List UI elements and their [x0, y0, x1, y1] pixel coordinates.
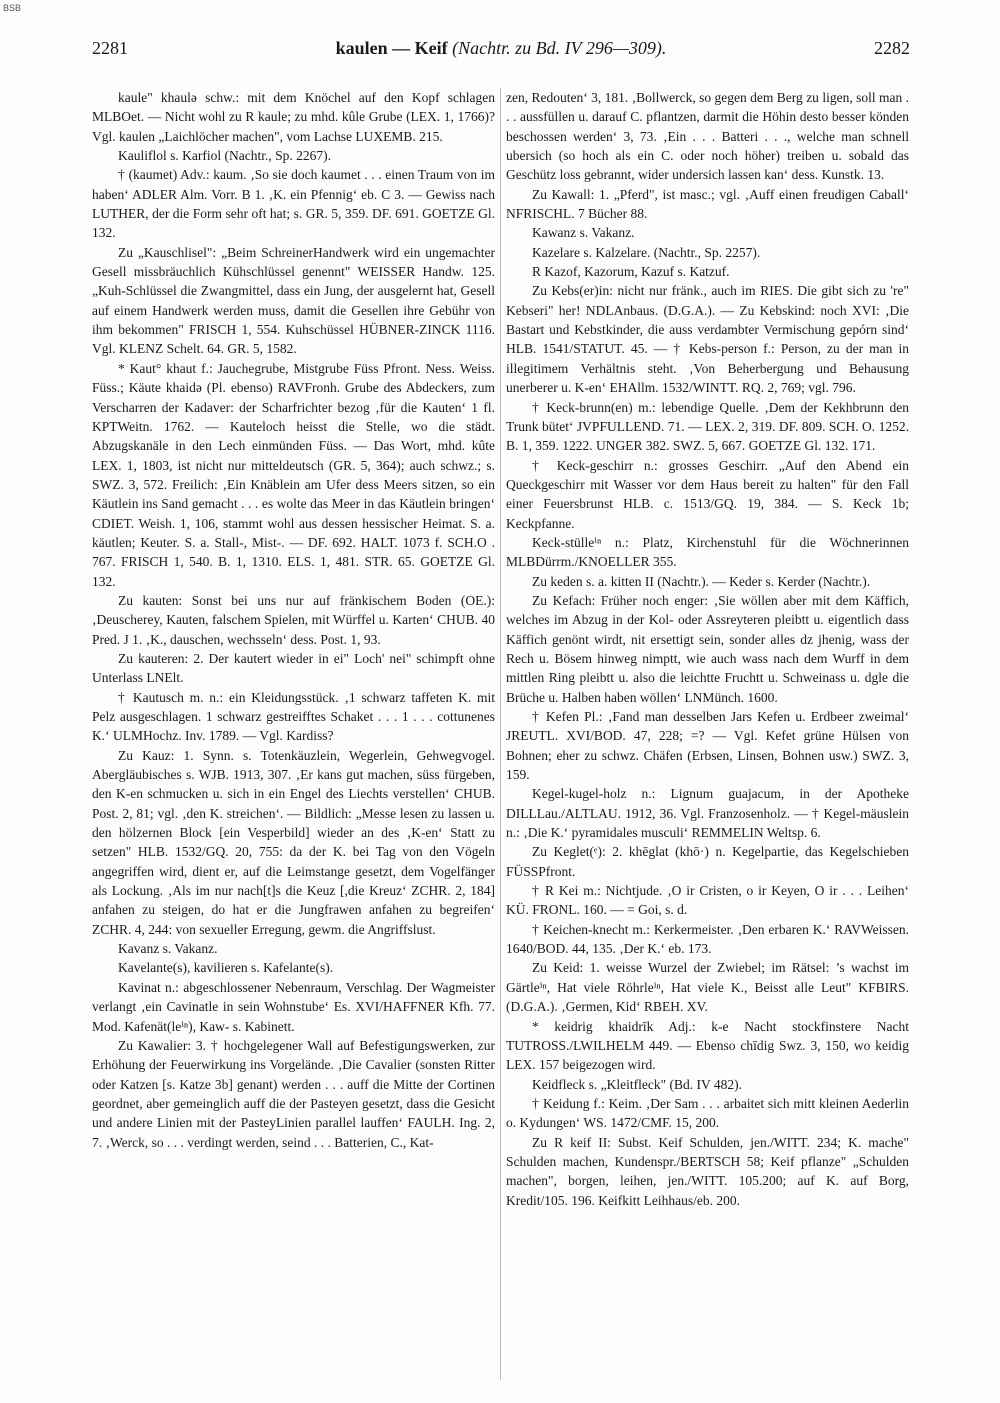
- dictionary-entry: † Keck-geschirr n.: grosses Geschirr. „Auf den Abend ein Queckgeschirr mit Wasser vor dem Haus bereit zu halten" für den Fall einer Feuersbrunst HLB. c. 1513/GQ. 19, 384. — S. Keck 1b; Keckpfanne.: [506, 457, 909, 531]
- dictionary-entry: Zu R keif II: Subst. Keif Schulden, jen./WITT. 234; K. mache" Schulden machen, Kundenspr./BERTSCH 58; Keif pflanze" „Schulden machen", borgen, leihen, jen./WITT. 105.200; auf K. auf Borg, Kredit/105. 196. Keifkitt Leihhaus/eb. 200.: [506, 1134, 909, 1208]
- dictionary-entry: Zu keden s. a. kitten II (Nachtr.). — Keder s. Kerder (Nachtr.).: [532, 573, 871, 589]
- dictionary-entry: zen, Redouten‘ 3, 181. ‚Bollwerck, so gegen dem Berg zu ligen, soll man . . . aussfüllen u. darauf C. pflantzen, darmit die Höhin desto besser könden beschossen werden‘ 3, 73. ‚Ein . . . Batteri . . ., welche man schnell ubersich (so hoch als ein C. oder noch höher) treiben u. sobald das Geschütz loss gebrannt, wider undersich lassen kan‘ dess. Kunstk. 13.: [506, 90, 909, 183]
- dictionary-entry: † R Kei m.: Nichtjude. ‚O ir Cristen, o ir Keyen, O ir . . . Leihen‘ KÜ. FRONL. 160. — = Goi, s. d.: [506, 883, 909, 918]
- dictionary-entry: kaule" khaulə schw.: mit dem Knöchel auf den Kopf schlagen MLBOet. — Nicht wohl zu R kaule; zu mhd. kûle Grube (LEX. 1, 1766)? Vgl. kaulen „Laichlöcher machen", vom Lachse LUXEMB. 215.: [92, 90, 495, 144]
- dictionary-entry: † Keidung f.: Keim. ‚Der Sam . . . arbaitet sich mitt kleinen Aederlin o. Kydungen‘ WS. 1472/CMF. 15, 200.: [506, 1095, 909, 1131]
- dictionary-entry: * keidrig khaidrīk Adj.: k-e Nacht stockfinstere Nacht TUTROSS./LWILHELM 449. — Ebenso chīdig Swz. 3, 150, wo keidig LEX. 157 beigezogen wird.: [506, 1018, 909, 1073]
- dictionary-entry: R Kazof, Kazorum, Kazuf s. Katzuf.: [532, 264, 730, 280]
- right-column: [506, 88, 909, 1388]
- dictionary-entry: Keck-stülleⁱⁿ n.: Platz, Kirchenstuhl für die Wöchnerinnen MLBDürrm./KNOELLER 355.: [506, 534, 909, 570]
- dictionary-entry: † Kautusch m. n.: ein Kleidungsstück. ‚1 schwarz taffeten K. mit Pelz ausgeschlagen. 1 schwarz gestreifftes Schaket . . . 1 . . . cottunenes K.‘ ULMHochz. Inv. 1789. — Vgl. Kardiss?: [92, 689, 495, 744]
- dictionary-entry: Kavanz s. Vakanz.: [118, 941, 218, 957]
- page-number-left: 2281: [92, 38, 128, 58]
- dictionary-entry: Zu Kebs(er)in: nicht nur fränk., auch im RIES. Die gibt sich zu 're" Kebseri" her! NDLAnbaus. (D.G.A.). — Zu Kebskind: noch XVI: ‚Die Bastart und Kebstkinder, die auss verdambter Vermischung gepórn sind‘ HLB. 1541/STATUT. 45. — † Kebs-person f.: Person, zu der man in illegitimem Verhältnis steht. ‚Von Beherbergung und Behausung unerberer u. K-en‘ EHAllm. 1532/WINTT. RQ. 2, 769; vgl. 796.: [506, 283, 909, 396]
- dictionary-entry: Zu Kawalier: 3. † hochgelegener Wall auf Befestigungswerken, zur Erhöhung der Feuerwirkung ins Vorgelände. ‚Die Cavalier (sonsten Ritter oder Katzen [s. Katze 3b] genant) werden . . . auff die Mitte der Cortinen geordnet, aber gemeinglich auff die der Pasteyen gesetzt, dass die Gesicht und andere Linien mit der PasteyLinien parallel lauffen‘ FAULH. Ing. 2, 7. ‚Werck, so . . . verdingt werden, seind . . . Batterien, C., Kat-: [92, 1037, 495, 1150]
- dictionary-entry: Zu Kawall: 1. „Pferd", ist masc.; vgl. ‚Auff einen freudigen Caball‘ NFRISCHL. 7 Bücher 88.: [506, 186, 909, 222]
- dictionary-entry: Kauliflol s. Karfiol (Nachtr., Sp. 2267).: [118, 148, 331, 164]
- page-header: [92, 38, 910, 68]
- dictionary-entry: Zu Keid: 1. weisse Wurzel der Zwiebel; im Rätsel: ’s wachst im Gärtleⁱⁿ, Hat viele Röhrleⁱⁿ, Hat viele K., Beisst alle Leut" KFBIRS. (D.G.A.). ‚Germen, Kid‘ RBEH. XV.: [506, 960, 909, 1015]
- dictionary-entry: Kavinat n.: abgeschlossener Nebenraum, Verschlag. Der Wagmeister verlangt ‚ein Cavinatle in sein Wohnstube‘ Es. XVI/HAFFNER Kfh. 77. Mod. Kafenät(leⁱⁿ), Kaw- s. Kabinett.: [92, 979, 495, 1034]
- dictionary-entry: † Keck-brunn(en) m.: lebendige Quelle. ‚Dem der Kekhbrunn den Trunk bütet‘ JVPFULLEND. 71. — LEX. 2, 319. DF. 809. SCH. O. 1252. B. 1, 359. 1222. UNGER 382. SWZ. 5, 667. GOETZE Gl. 132. 171.: [506, 399, 909, 454]
- running-title-headwords: kaulen — Keif: [335, 38, 448, 58]
- dictionary-entry: Kavelante(s), kavilieren s. Kafelante(s).: [118, 960, 334, 976]
- running-title-reference: (Nachtr. zu Bd. IV 296—309).: [452, 38, 667, 58]
- dictionary-entry: Keidfleck s. „Kleitfleck" (Bd. IV 482).: [532, 1076, 742, 1092]
- dictionary-entry: Kawanz s. Vakanz.: [532, 225, 635, 241]
- dictionary-entry: Zu kauten: Sonst bei uns nur auf fränkischem Boden (OE.): ‚Deuscherey, Kauten, falschem Spielen, mit Würffel u. Karten‘ CHUB. 40 Pred. J 1. ‚K., dauschen, wechsseln‘ dess. Post. 1, 93.: [92, 592, 495, 647]
- library-stamp: BSB: [3, 3, 22, 13]
- dictionary-entry: Zu Keglet(ᵉ): 2. khēglat (khō·) n. Kegelpartie, das Kegelschieben FÜSSPfront.: [506, 844, 909, 879]
- dictionary-entry: * Kaut° khaut f.: Jauchegrube, Mistgrube Füss Pfront. Ness. Weiss. Füss.; Käute khaidə (Pl. ebenso) RAVFronh. Grube des Abdeckers, zum Verscharren der Kadaver: der Scharfrichter bezog ‚für die Kauten‘ 1 fl. KPTWeitn. 1762. — Kauteloch heisst die Stelle, wo die städt. Abzugskanäle in den Lech einmünden Füss. — Das Wort, mhd. kûte LEX. 1, 1803, ist nicht nur mitteldeutsch (GR. 5, 364); auch schwz.; s. SWZ. 3, 572. Freilich: ‚Ein Knäblein am Ufer dess Meers sitzen, so ein Käutlein ins Sand gemacht . . . es wolte das Meer in das Käutlein bringen‘ CDIET. Weish. 1, 106, stammt wohl aus dessen hessischer Heimat. S. a. käutlen; Keuter. S. a. Stall-, Mist-. — DF. 692. HALT. 1073 f. SCH.O . 767. FRISCH 1, 540. B. 1, 1310. ELS. 1, 481. STR. 65. GOETZE Gl. 132.: [92, 360, 495, 589]
- left-column: [92, 88, 495, 1388]
- dictionary-entry: Zu Kefach: Früher noch enger: ‚Sie wöllen aber mit dem Käffich, welches im Abzug in der Kol- oder Assreyteren pleibtt u. eigentlich dass Käffich genönt wirdt, nit ersettigt sein, sonder alles dz jhenig, wass der Rech u. Bösem hinweg nimptt, wie auch wass nach dem Wurff in dem mittlen Ring pleibtt u. also die leichtte Fruchtt u. Schweinass u. dgle die Brüche u. Halben haben wöllen‘ LNMünch. 1600.: [506, 592, 909, 705]
- page-number-right: 2282: [874, 38, 910, 58]
- dictionary-entry: Zu „Kauschlisel": „Beim SchreinerHandwerk wird ein ungemachter Gesell missbräuchlich Kühschlüssel genennt" WEISSER Handw. 125. „Kuh-Schlüssel die Zwangmittel, dass ein Jung, der ausgelernt hat, Gesell auf einem Handwerk werden muss, damit die Gesellen ihre Gebühr von ihm bekommen" FRISCH 1, 554. Kuhschüssel HÜBNER-ZINCK 1116. Vgl. KLENZ Schelt. 64. GR. 5, 1582.: [92, 244, 495, 357]
- dictionary-entry: Kazelare s. Kalzelare. (Nachtr., Sp. 2257).: [532, 244, 761, 260]
- dictionary-entry: † Keichen-knecht m.: Kerkermeister. ‚Den erbaren K.‘ RAVWeissen. 1640/BOD. 44, 135. ‚Der K.‘ eb. 173.: [506, 921, 909, 957]
- dictionary-entry: † (kaumet) Adv.: kaum. ‚So sie doch kaumet . . . einen Traum von im haben‘ ADLER Alm. Vorr. B 1. ‚K. ein Pfennig‘ eb. C 3. — Gewiss nach LUTHER, der die Form sehr oft hat; s. GR. 5, 359. DF. 691. GOETZE Gl. 132.: [92, 167, 495, 241]
- dictionary-entry: † Kefen Pl.: ‚Fand man desselben Jars Kefen u. Erdbeer zweimal‘ JREUTL. XVI/BOD. 47, 228; =? — Vgl. Kefet grüne Hülsen von Bohnen; eher zu schwz. Chäfen (Erbsen, Linsen, Bohnen usw.) SWZ. 3, 159.: [506, 709, 909, 783]
- dictionary-entry: Kegel-kugel-holz n.: Lignum guajacum, in der Apotheke DILLLau./ALTLAU. 1912, 36. Vgl. Franzosenholz. — † Kegel-mäuslein n.: ‚Die K.‘ pyramidales musculi‘ REMMELIN Weltsp. 6.: [506, 786, 909, 841]
- dictionary-entry: Zu kauteren: 2. Der kautert wieder in ei" Loch' nei" schimpft ohne Unterlass LNElt.: [92, 650, 495, 686]
- column-divider: [500, 88, 501, 1380]
- dictionary-entry: Zu Kauz: 1. Synn. s. Totenkäuzlein, Wegerlein, Gehwegvogel. Abergläubisches s. WJB. 1913, 307. ‚Er kans gut machen, süss fürgeben, den K-en schmucken u. sich in ein Engel des Liechts verstellen‘ CHUB. Post. 2, 81; vgl. ‚den K. streichen‘. — Bildlich: „Messe lesen zu lassen u. den hölzernen Block [ein Vesperbild] wieder an des ‚K-en‘ Statt zu setzen" HLB. 1532/GQ. 20, 755: da der K. bei Tag von den Vögeln angegriffen wird, dient er, auf die Leimstange gesetzt, dem Vogelfänger als Lockung. ‚Als im nur nach[t]s die Keuz [,die Kreuz‘ ZCHR. 2, 184] anfahen zu steigen, do hat er die Jungfrawen anfahen zu begreifen‘ ZCHR. 4, 244: von sexueller Erregung, gewm. die Angriffslust.: [92, 747, 495, 937]
- running-title: [92, 38, 910, 59]
